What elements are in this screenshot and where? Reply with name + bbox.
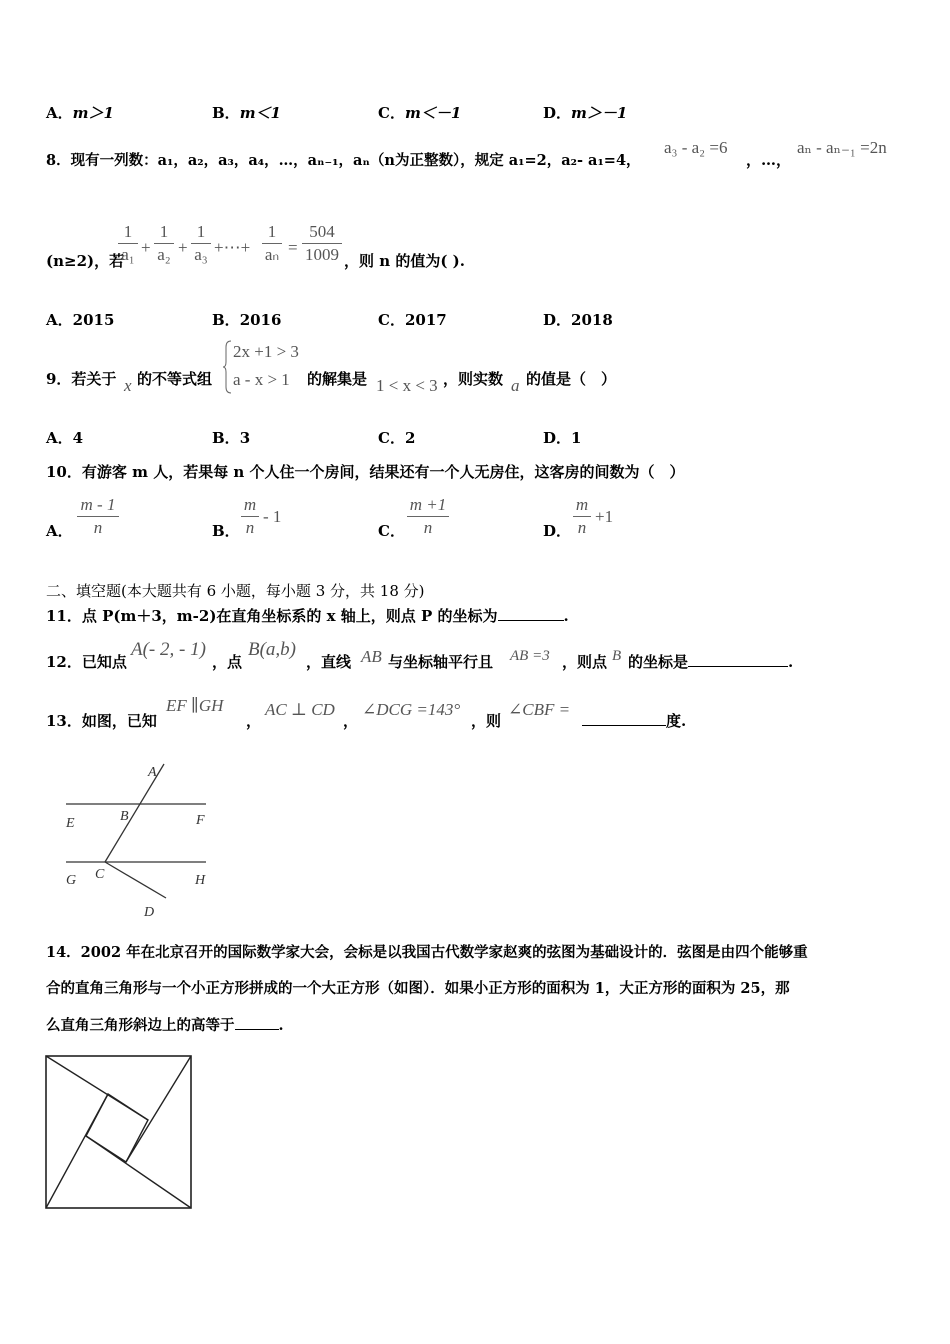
q13-end: 度. xyxy=(666,712,687,730)
q9-text-4: ，则实数 xyxy=(443,370,504,388)
q8-eqn: aₙ - aₙ₋₁ =2n xyxy=(797,138,887,157)
q13-parallel: EF ∥GH xyxy=(166,696,224,715)
q7-option-d xyxy=(543,102,627,123)
q14-end: . xyxy=(278,1017,284,1034)
q9-var-x: x xyxy=(124,376,132,395)
segment-2 xyxy=(126,1056,191,1162)
q8-term-2: 1 a₂ xyxy=(154,222,174,265)
q12-line-ab: AB xyxy=(361,647,382,666)
option-letter: B． xyxy=(212,311,240,329)
option-letter: A． xyxy=(46,311,73,329)
q13-perpendicular: AC ⊥ CD xyxy=(265,700,335,719)
option-letter: C． xyxy=(378,104,405,122)
q13-angle-dcg: ∠DCG =143° xyxy=(362,700,461,719)
q7-option-c xyxy=(378,102,461,123)
option-value: 2017 xyxy=(404,311,447,329)
equals-sign: = xyxy=(288,238,298,257)
q14-question-end: 么直角三角形斜边上的高等于 xyxy=(46,1017,235,1034)
option-letter: C． xyxy=(378,311,405,329)
label-c: C xyxy=(95,867,105,882)
q13-text-1: 13．如图，已知 xyxy=(46,712,157,730)
option-letter: A． xyxy=(46,104,73,122)
q13-figure xyxy=(58,758,218,924)
q10-option-b-fraction: m n xyxy=(241,495,259,538)
q9-text-3: 的解集是 xyxy=(307,370,368,388)
q8-option-c xyxy=(378,309,447,330)
q8-rhs: 504 1009 xyxy=(302,222,342,265)
q8-option-b xyxy=(212,309,281,330)
q10-option-d-suffix: +1 xyxy=(595,507,614,526)
plus-sign: + xyxy=(178,238,188,257)
option-value: 3 xyxy=(239,429,251,447)
option-letter: B． xyxy=(212,104,240,122)
q8-term-3: 1 a₃ xyxy=(191,222,211,265)
q10-option-c-letter: C． xyxy=(378,522,405,540)
q12-text-3: ，直线 xyxy=(306,653,352,671)
q9-var-a: a xyxy=(511,376,520,395)
q13-answer-blank[interactable] xyxy=(582,711,666,726)
q12-text-1: 12．已知点 xyxy=(46,653,127,671)
option-value: 2018 xyxy=(571,311,613,329)
q10-text: 10．有游客 m 人，若果每 n 个人住一个房间，结果还有一个人无房住，这客房的间数为（ ） xyxy=(46,463,685,481)
q12-point-b: B(a,b) xyxy=(248,639,297,660)
q8-condition: (n≥2)，若 xyxy=(46,252,125,270)
label-d: D xyxy=(144,905,155,920)
q8-intro: 8．现有一列数：a₁，a₂，a₃，a₄，…，aₙ₋₁，aₙ（n为正整数），规定 a₁=2，a₂- a₁=4， xyxy=(46,152,641,169)
label-e: E xyxy=(66,816,75,831)
q10-option-a-letter: A． xyxy=(46,522,73,540)
q9-text-5: 的值是（ ） xyxy=(526,370,617,388)
option-expr: m＞1 xyxy=(72,104,114,122)
q9-option-b xyxy=(212,427,250,448)
q9-solution: 1 < x < 3 xyxy=(376,376,438,395)
segment-4 xyxy=(46,1094,108,1208)
option-expr: m＜1 xyxy=(239,104,281,122)
q10-option-b-letter: B． xyxy=(212,522,240,540)
option-letter: D． xyxy=(543,311,572,329)
q12-end: . xyxy=(788,653,794,671)
q14-figure xyxy=(44,1054,194,1212)
q10-option-a-fraction: m - 1 n xyxy=(77,495,119,538)
q7-option-a xyxy=(46,102,114,123)
q9-text-1: 9．若关于 xyxy=(46,370,117,388)
q10-option-d-fraction: m n xyxy=(573,495,591,538)
q13-comma-2: ， xyxy=(343,712,359,730)
q13-text-2: ，则 xyxy=(471,712,502,730)
q8-term-1: 1 a₁ xyxy=(118,222,138,265)
option-value: 2015 xyxy=(72,311,115,329)
q9-system-line-2: a - x > 1 xyxy=(233,370,290,389)
plus-sign: + xyxy=(141,238,151,257)
option-letter: D． xyxy=(543,429,572,447)
q12-text-4: 与坐标轴平行且 xyxy=(388,653,494,671)
q7-option-b xyxy=(212,102,281,123)
q10-option-c-fraction: m +1 n xyxy=(407,495,449,538)
line-cd xyxy=(105,862,166,898)
q8-eq3: a₃ - a₂ =6 xyxy=(664,138,728,157)
ellipsis-sum: +⋯+ xyxy=(214,238,251,257)
q12-point-b-ref: B xyxy=(612,648,622,664)
q12-text-6 xyxy=(628,651,793,672)
option-value: 2016 xyxy=(239,311,282,329)
q14-line-3 xyxy=(46,1014,284,1035)
q12-text-5: ，则点 xyxy=(562,653,608,671)
label-f: F xyxy=(196,813,205,828)
q8-option-a xyxy=(46,309,114,330)
option-letter: C． xyxy=(378,429,405,447)
q12-question-end: 的坐标是 xyxy=(628,653,689,671)
left-brace-icon xyxy=(222,340,232,394)
q8-tail: ，则 n 的值为( ). xyxy=(344,252,465,270)
q9-option-d xyxy=(543,427,581,448)
option-letter: A． xyxy=(46,429,73,447)
label-g: G xyxy=(66,873,77,888)
q12-answer-blank[interactable] xyxy=(688,652,788,667)
q9-option-a xyxy=(46,427,83,448)
q13-answer xyxy=(582,710,686,731)
option-value: 1 xyxy=(571,429,582,447)
option-value: 2 xyxy=(404,429,416,447)
q14-line-1: 14．2002 年在北京召开的国际数学家大会，会标是以我国古代数学家赵爽的弦图为基础设计的．弦图是由四个能够重 xyxy=(46,944,808,961)
label-h: H xyxy=(195,873,206,888)
q8-sep: ，…， xyxy=(746,151,792,169)
q13-comma-1: ， xyxy=(246,712,262,730)
q8-term-n: 1 aₙ xyxy=(262,222,282,265)
q9-option-c xyxy=(378,427,415,448)
option-letter: B． xyxy=(212,429,240,447)
q11-answer-blank[interactable] xyxy=(498,606,564,621)
q10-option-b-suffix: - 1 xyxy=(263,507,282,526)
label-a: A xyxy=(148,765,157,780)
q8-option-d xyxy=(543,309,613,330)
section-2-heading: 二、填空题(本大题共有 6 小题，每小题 3 分，共 18 分) xyxy=(46,582,425,600)
q11-end: . xyxy=(563,607,569,625)
q11-question: 11．点 P(m＋3，m-2)在直角坐标系的 x 轴上，则点 P 的坐标为 xyxy=(46,607,498,625)
q14-answer-blank[interactable] xyxy=(235,1015,279,1030)
option-value: 4 xyxy=(72,429,84,447)
segment-3 xyxy=(86,1136,191,1208)
q11-text xyxy=(46,605,569,626)
q9-text-2: 的不等式组 xyxy=(137,370,213,388)
inner-square xyxy=(86,1094,148,1162)
q14-line-2: 合的直角三角形与一个小正方形拼成的一个大正方形（如图）．如果小正方形的面积为 1，大正方形的面积为 25，那 xyxy=(46,980,790,997)
q9-system-line-1: 2x +1 > 3 xyxy=(233,342,299,361)
option-expr: m＞－1 xyxy=(571,104,628,122)
label-b: B xyxy=(120,809,129,824)
segment-1 xyxy=(46,1056,148,1120)
option-expr: m＜－1 xyxy=(404,104,462,122)
q12-point-a: A(- 2, - 1) xyxy=(131,639,206,660)
q12-ab-length: AB =3 xyxy=(510,648,550,664)
q10-option-d-letter: D． xyxy=(543,522,572,540)
outer-square xyxy=(46,1056,191,1208)
q12-text-2: ，点 xyxy=(212,653,243,671)
option-letter: D． xyxy=(543,104,572,122)
q13-angle-cbf: ∠CBF = xyxy=(508,700,571,719)
